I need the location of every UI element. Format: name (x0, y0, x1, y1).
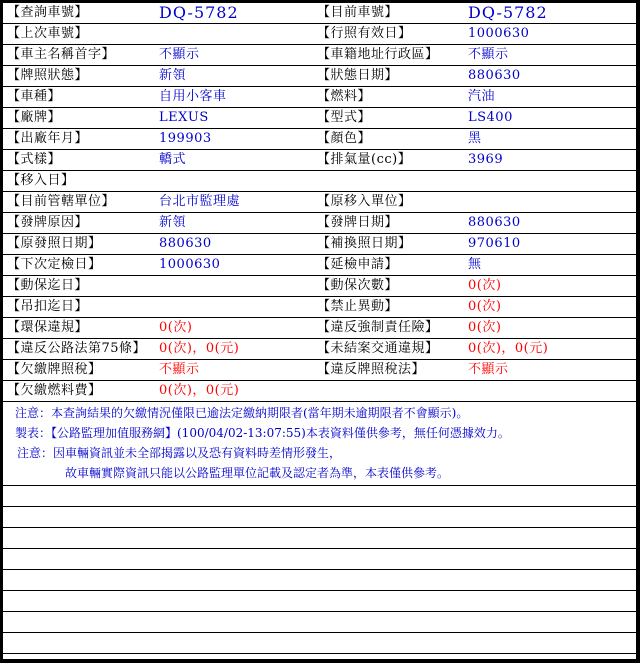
field-label-left: 【牌照狀態】 (7, 68, 89, 83)
field-value-right: 無 (468, 257, 482, 272)
field-value-left: 0(次) (159, 320, 193, 335)
record-row (3, 3, 636, 24)
note-caution-continued: 故車輛實際資訊只能以公路監理單位記載及認定者為準，本表僅供參考。 (65, 466, 450, 480)
record-row (3, 255, 636, 276)
note-caution: 注意：因車輛資訊並未全部揭露以及恐有資料時差情形發生， (17, 446, 342, 460)
record-row (3, 192, 636, 213)
field-label-right: 【違反牌照稅法】 (317, 362, 426, 377)
field-value-right: 不顯示 (468, 47, 509, 62)
field-value-left: 新領 (159, 215, 187, 230)
record-row (3, 339, 636, 360)
record-row (3, 45, 636, 66)
field-label-right: 【燃料】 (317, 89, 372, 104)
record-row (3, 108, 636, 129)
field-value-right: 0(次) (468, 299, 502, 314)
field-label-right: 【動保次數】 (317, 278, 399, 293)
note-source: 製表：【公路監理加值服務網】(100/04/02-13:07:55)本表資料僅供參考，無任何憑據效力。 (15, 426, 510, 440)
field-value-left: 0(次)，0(元) (159, 341, 240, 356)
field-label-left: 【上次車號】 (7, 26, 89, 41)
field-value-right: 880630 (468, 68, 521, 83)
notes-block (3, 402, 636, 486)
record-row (3, 66, 636, 87)
field-value-left: 不顯示 (159, 362, 200, 377)
field-value-right: 3969 (468, 152, 504, 167)
field-label-left: 【目前管轄單位】 (7, 194, 116, 209)
field-value-right: DQ-5782 (468, 3, 548, 22)
field-label-right: 【狀態日期】 (317, 68, 399, 83)
field-label-right: 【原移入單位】 (317, 194, 412, 209)
field-value-right: 970610 (468, 236, 521, 251)
field-value-left: 不顯示 (159, 47, 200, 62)
record-row (3, 213, 636, 234)
field-label-left: 【欠繳牌照稅】 (7, 362, 102, 377)
field-value-left: 1000630 (159, 257, 221, 272)
field-label-right: 【目前車號】 (317, 5, 399, 20)
field-label-right: 【延檢申請】 (317, 257, 399, 272)
empty-row (3, 612, 636, 633)
field-value-right: 0(次) (468, 320, 502, 335)
field-value-left: 0(次)，0(元) (159, 383, 240, 398)
vehicle-record-sheet (3, 3, 636, 659)
field-label-right: 【行照有效日】 (317, 26, 412, 41)
field-label-right: 【型式】 (317, 110, 372, 125)
record-row (3, 129, 636, 150)
record-row (3, 171, 636, 192)
record-row (3, 150, 636, 171)
field-label-left: 【原發照日期】 (7, 236, 102, 251)
note-disclaimer: 注意：本查詢結果的欠繳情況僅限已逾法定繳納期限者(當年期未逾期限者不會顯示)。 (15, 406, 469, 420)
field-value-left: 新領 (159, 68, 187, 83)
field-value-right: 不顯示 (468, 362, 509, 377)
empty-row (3, 591, 636, 612)
field-value-right: 汽油 (468, 89, 496, 104)
field-value-left: 轎式 (159, 152, 187, 167)
field-value-right: LS400 (468, 110, 513, 125)
record-row (3, 87, 636, 108)
field-value-right: 1000630 (468, 26, 530, 41)
field-label-left: 【式樣】 (7, 152, 62, 167)
field-value-left: DQ-5782 (159, 3, 239, 22)
empty-row (3, 633, 636, 654)
field-label-left: 【欠繳燃料費】 (7, 383, 102, 398)
field-label-left: 【廠牌】 (7, 110, 62, 125)
field-label-left: 【車種】 (7, 89, 62, 104)
field-value-left: 880630 (159, 236, 212, 251)
field-label-right: 【違反強制責任險】 (317, 320, 439, 335)
field-value-left: 199903 (159, 131, 212, 146)
field-label-right: 【補換照日期】 (317, 236, 412, 251)
record-row (3, 24, 636, 45)
record-row (3, 381, 636, 402)
field-label-left: 【下次定檢日】 (7, 257, 102, 272)
field-label-right: 【顏色】 (317, 131, 372, 146)
empty-row (3, 528, 636, 549)
field-label-left: 【環保違規】 (7, 320, 89, 335)
record-row (3, 360, 636, 381)
field-label-right: 【發牌日期】 (317, 215, 399, 230)
field-label-right: 【車籍地址行政區】 (317, 47, 439, 62)
field-value-left: 自用小客車 (159, 89, 227, 104)
record-row (3, 318, 636, 339)
field-label-left: 【車主名稱首字】 (7, 47, 116, 62)
record-row (3, 297, 636, 318)
empty-row (3, 549, 636, 570)
field-value-right: 880630 (468, 215, 521, 230)
field-value-left: LEXUS (159, 110, 209, 125)
field-value-right: 黑 (468, 131, 482, 146)
field-label-left: 【出廠年月】 (7, 131, 89, 146)
field-label-right: 【排氣量(cc)】 (317, 152, 412, 167)
field-label-left: 【移入日】 (7, 173, 75, 188)
empty-row (3, 570, 636, 591)
field-value-right: 0(次)，0(元) (468, 341, 549, 356)
field-label-right: 【未結案交通違規】 (317, 341, 439, 356)
field-label-left: 【動保迄日】 (7, 278, 89, 293)
record-row (3, 276, 636, 297)
field-label-right: 【禁止異動】 (317, 299, 399, 314)
record-row (3, 234, 636, 255)
field-label-left: 【查詢車號】 (7, 5, 89, 20)
empty-row (3, 507, 636, 528)
field-label-left: 【發牌原因】 (7, 215, 89, 230)
field-label-left: 【違反公路法第75條】 (7, 341, 147, 356)
field-value-right: 0(次) (468, 278, 502, 293)
empty-row (3, 486, 636, 507)
field-value-left: 台北市監理處 (159, 194, 241, 209)
field-label-left: 【吊扣迄日】 (7, 299, 89, 314)
